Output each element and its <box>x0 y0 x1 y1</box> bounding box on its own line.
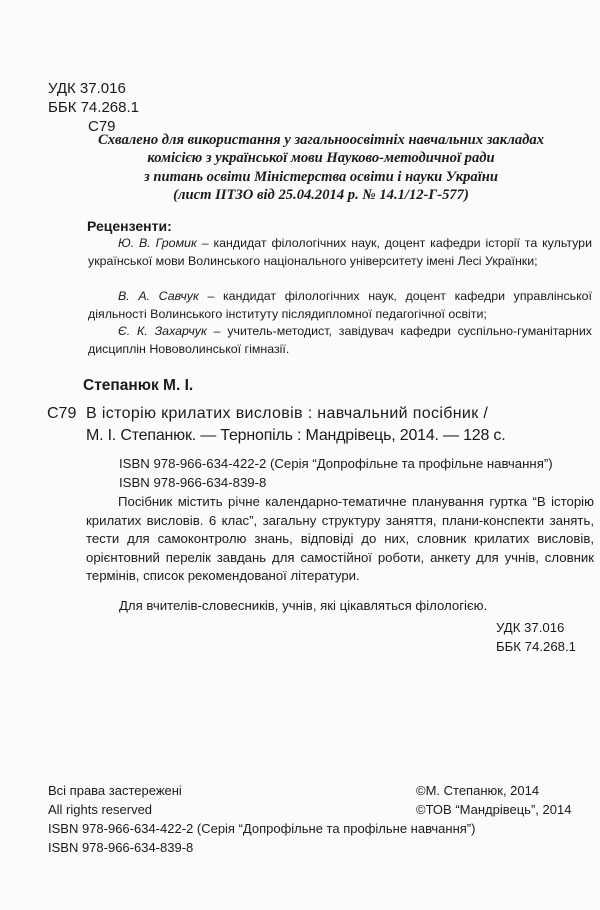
approval-statement <box>52 131 590 205</box>
reviewer-description: – кандидат філологічних наук, доцент кафедри історії та культури української мови Волинського національного університету імені Лесі Українки; <box>88 236 592 268</box>
reviewer-entry <box>88 323 592 358</box>
copyright-publisher: ©ТОВ “Мандрівець”, 2014 <box>416 802 572 817</box>
rights-ua: Всі права застережені <box>48 783 182 798</box>
annotation: Посібник містить річне календарно-тематичне планування гуртка “В історію крилатих висловів. 6 клас”, загальну структуру заняття, плани-конспекти занять, тести для самоконтролю знань, відповіді до них, словник крилатих висловів, орієнтовний перелік завдань для самостійної роботи, анкету для учнів, словник термінів, список рекомендованої літератури. <box>86 494 594 583</box>
udk-code-bottom: УДК 37.016 <box>496 620 565 635</box>
approval-line: комісією з української мови Науково-методичної ради <box>147 150 495 167</box>
catalog-code: С79 <box>47 405 77 422</box>
isbn: ISBN 978-966-634-839-8 <box>119 475 267 490</box>
reviewer-entry <box>88 235 592 270</box>
reviewer-name: Ю. В. Громик <box>118 236 197 250</box>
approval-line: Схвалено для використання у загальноосвітніх навчальних закладах <box>98 132 544 148</box>
udk-code: УДК 37.016 <box>48 80 126 97</box>
audience-note: Для вчителів-словесників, учнів, які цікавляться філологією. <box>119 598 488 613</box>
approval-line: (лист ІІТЗО від 25.04.2014 р. № 14.1/12-Г-577) <box>173 187 469 204</box>
footer-isbn-series: ISBN 978-966-634-422-2 (Серія “Допрофільне та профільне навчання”) <box>48 821 476 836</box>
book-imprint-line: М. І. Степанюк. — Тернопіль : Мандрівець, 2014. — 128 с. <box>86 427 506 444</box>
reviewer-name: В. А. Савчук <box>118 289 199 303</box>
book-title-line: В історію крилатих висловів : навчальний посібник / <box>86 405 489 422</box>
reviewer-description: – учитель-методист, завідувач кафедри суспільно-гуманітарних дисциплін Нововолинської гімназії. <box>88 324 592 356</box>
reviewer-entry <box>88 288 592 323</box>
author-heading: Степанюк М. І. <box>83 377 194 394</box>
approval-line: з питань освіти Міністерства освіти і науки України <box>144 168 498 185</box>
author-code: С79 <box>88 118 116 135</box>
copyright-author: ©М. Степанюк, 2014 <box>416 783 540 798</box>
rights-en: All rights reserved <box>48 802 153 817</box>
reviewers-title: Рецензенти: <box>87 218 172 234</box>
reviewer-description: – кандидат філологічних наук, доцент кафедри управлінської діяльності Волинського інституту післядипломної педагогічної освіти; <box>88 289 592 321</box>
bbk-code: ББК 74.268.1 <box>48 99 139 116</box>
reviewer-name: Є. К. Захарчук <box>118 324 207 338</box>
footer-isbn: ISBN 978-966-634-839-8 <box>48 840 194 855</box>
bbk-code-bottom: ББК 74.268.1 <box>496 639 576 654</box>
isbn-series: ISBN 978-966-634-422-2 (Серія “Допрофільне та профільне навчання”) <box>119 456 553 471</box>
